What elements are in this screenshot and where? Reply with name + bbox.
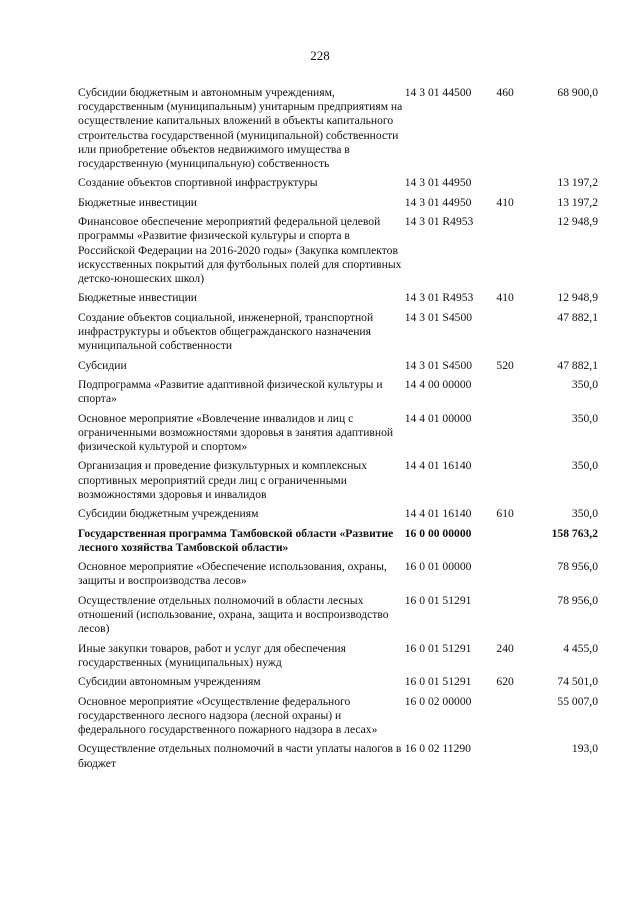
item-name: Создание объектов спортивной инфраструктуры xyxy=(78,176,318,190)
item-amount: 4 455,0 xyxy=(563,641,598,655)
item-amount: 350,0 xyxy=(571,507,598,521)
item-amount: 47 882,1 xyxy=(557,310,598,324)
expense-type: 460 xyxy=(496,86,514,99)
page-number: 228 xyxy=(310,48,330,63)
item-code: 16 0 02 00000 xyxy=(404,694,472,708)
item-amount: 78 956,0 xyxy=(557,560,598,574)
item-name: Создание объектов социальной, инженерной, транспортной инфраструктуры и объектов общегражданского назначения муниципальной собственности xyxy=(78,310,374,353)
table-row xyxy=(78,291,598,305)
item-amount: 78 956,0 xyxy=(557,593,598,607)
item-code: 16 0 00 00000 xyxy=(404,526,472,540)
item-code: 14 3 01 44950 xyxy=(404,176,472,190)
item-amount: 158 763,2 xyxy=(551,526,598,540)
item-name: Организация и проведение физкультурных и комплексных спортивных мероприятий среди лиц с ограниченными возможностями здоровья и инвалидов xyxy=(78,459,367,501)
table-row xyxy=(78,359,598,373)
expense-type: 410 xyxy=(496,291,514,305)
item-amount: 350,0 xyxy=(571,459,598,473)
item-code: 14 4 01 16140 xyxy=(404,507,472,521)
item-name: Финансовое обеспечение мероприятий федеральной целевой программы «Развитие физической культуры и спорта в Российской Федерации на 2016-2020 годы» (Закупка комплектов искусственных покрытий для футбольных полей для спортивных детско-юношеских школ) xyxy=(78,215,402,285)
item-name: Бюджетные инвестиции xyxy=(78,291,198,305)
table-row xyxy=(78,695,598,738)
item-name: Основное мероприятие «Вовлечение инвалидов и лиц с ограниченными возможностями здоровья в занятия адаптивной физической культурой и спортом» xyxy=(78,411,394,453)
table-row xyxy=(78,527,598,555)
item-amount: 193,0 xyxy=(571,742,598,756)
item-code: 14 4 00 00000 xyxy=(404,377,472,391)
item-code: 14 3 01 R4953 xyxy=(404,291,474,305)
item-code: 16 0 01 51291 xyxy=(404,641,472,655)
item-name: Осуществление отдельных полномочий в области лесных отношений (использование, охрана, защита и воспроизводство лесов) xyxy=(78,593,389,636)
table-row xyxy=(78,412,598,455)
item-name: Подпрограмма «Развитие адаптивной физической культуры и спорта» xyxy=(78,377,383,406)
item-amount: 13 197,2 xyxy=(557,176,598,190)
table-row xyxy=(78,675,598,689)
expense-type: 240 xyxy=(496,641,514,655)
table-row xyxy=(78,215,598,286)
table-row xyxy=(78,594,598,637)
table-row xyxy=(78,311,598,354)
item-name: Основное мероприятие «Обеспечение использования, охраны, защиты и воспроизводства лесов» xyxy=(78,560,387,588)
item-name: Субсидии бюджетным и автономным учреждениям, государственным (муниципальным) унитарным предприятиям на осуществление капитальных вложений в объекты капитального строительства государственной (муниципальной) собственности или приобретение объектов недвижимого имущества в государственную (муниципальную) собственность xyxy=(78,86,403,171)
expense-type: 410 xyxy=(496,195,514,209)
item-amount: 350,0 xyxy=(571,411,598,425)
item-amount: 12 948,9 xyxy=(557,291,598,305)
table-row xyxy=(78,378,598,406)
item-code: 14 3 01 S4500 xyxy=(404,310,473,324)
expense-type: 520 xyxy=(496,358,514,372)
table-row xyxy=(78,459,598,502)
item-name: Субсидии бюджетным учреждениям xyxy=(78,507,259,521)
item-code: 14 3 01 44500 xyxy=(404,86,472,99)
table-row xyxy=(78,742,598,770)
table-row xyxy=(78,176,598,190)
item-code: 16 0 01 51291 xyxy=(404,675,472,689)
table-row xyxy=(78,560,598,588)
table-row xyxy=(78,642,598,670)
item-code: 14 4 01 16140 xyxy=(404,459,472,473)
budget-table xyxy=(78,86,598,776)
item-code: 16 0 01 51291 xyxy=(404,593,472,607)
item-amount: 12 948,9 xyxy=(557,215,598,229)
item-code: 16 0 02 11290 xyxy=(404,742,471,756)
item-name: Субсидии автономным учреждениям xyxy=(78,675,261,689)
item-amount: 74 501,0 xyxy=(557,675,598,689)
item-name: Бюджетные инвестиции xyxy=(78,195,198,209)
item-name: Иные закупки товаров, работ и услуг для обеспечения государственных (муниципальных) нужд xyxy=(78,641,346,669)
item-code: 16 0 01 00000 xyxy=(404,560,472,574)
item-amount: 68 900,0 xyxy=(557,86,598,99)
item-code: 14 3 01 S4500 xyxy=(404,358,473,372)
item-amount: 350,0 xyxy=(571,377,598,391)
table-row xyxy=(78,196,598,210)
item-name: Основное мероприятие «Осуществление федерального государственного лесного надзора (лесной охраны) и федерального государственного пожарного надзора в лесах» xyxy=(78,694,378,736)
item-name: Государственная программа Тамбовской области «Развитие лесного хозяйства Тамбовской области» xyxy=(78,526,394,554)
item-amount: 55 007,0 xyxy=(557,694,598,708)
item-code: 14 3 01 44950 xyxy=(404,195,472,209)
item-code: 14 3 01 R4953 xyxy=(404,215,474,229)
item-amount: 13 197,2 xyxy=(557,195,598,209)
expense-type: 610 xyxy=(496,507,514,521)
item-name: Осуществление отдельных полномочий в части уплаты налогов в бюджет xyxy=(78,742,402,770)
item-name: Субсидии xyxy=(78,358,127,372)
item-code: 14 4 01 00000 xyxy=(404,411,472,425)
item-amount: 47 882,1 xyxy=(557,358,598,372)
table-row xyxy=(78,507,598,521)
expense-type: 620 xyxy=(496,675,514,689)
table-row xyxy=(78,86,598,171)
